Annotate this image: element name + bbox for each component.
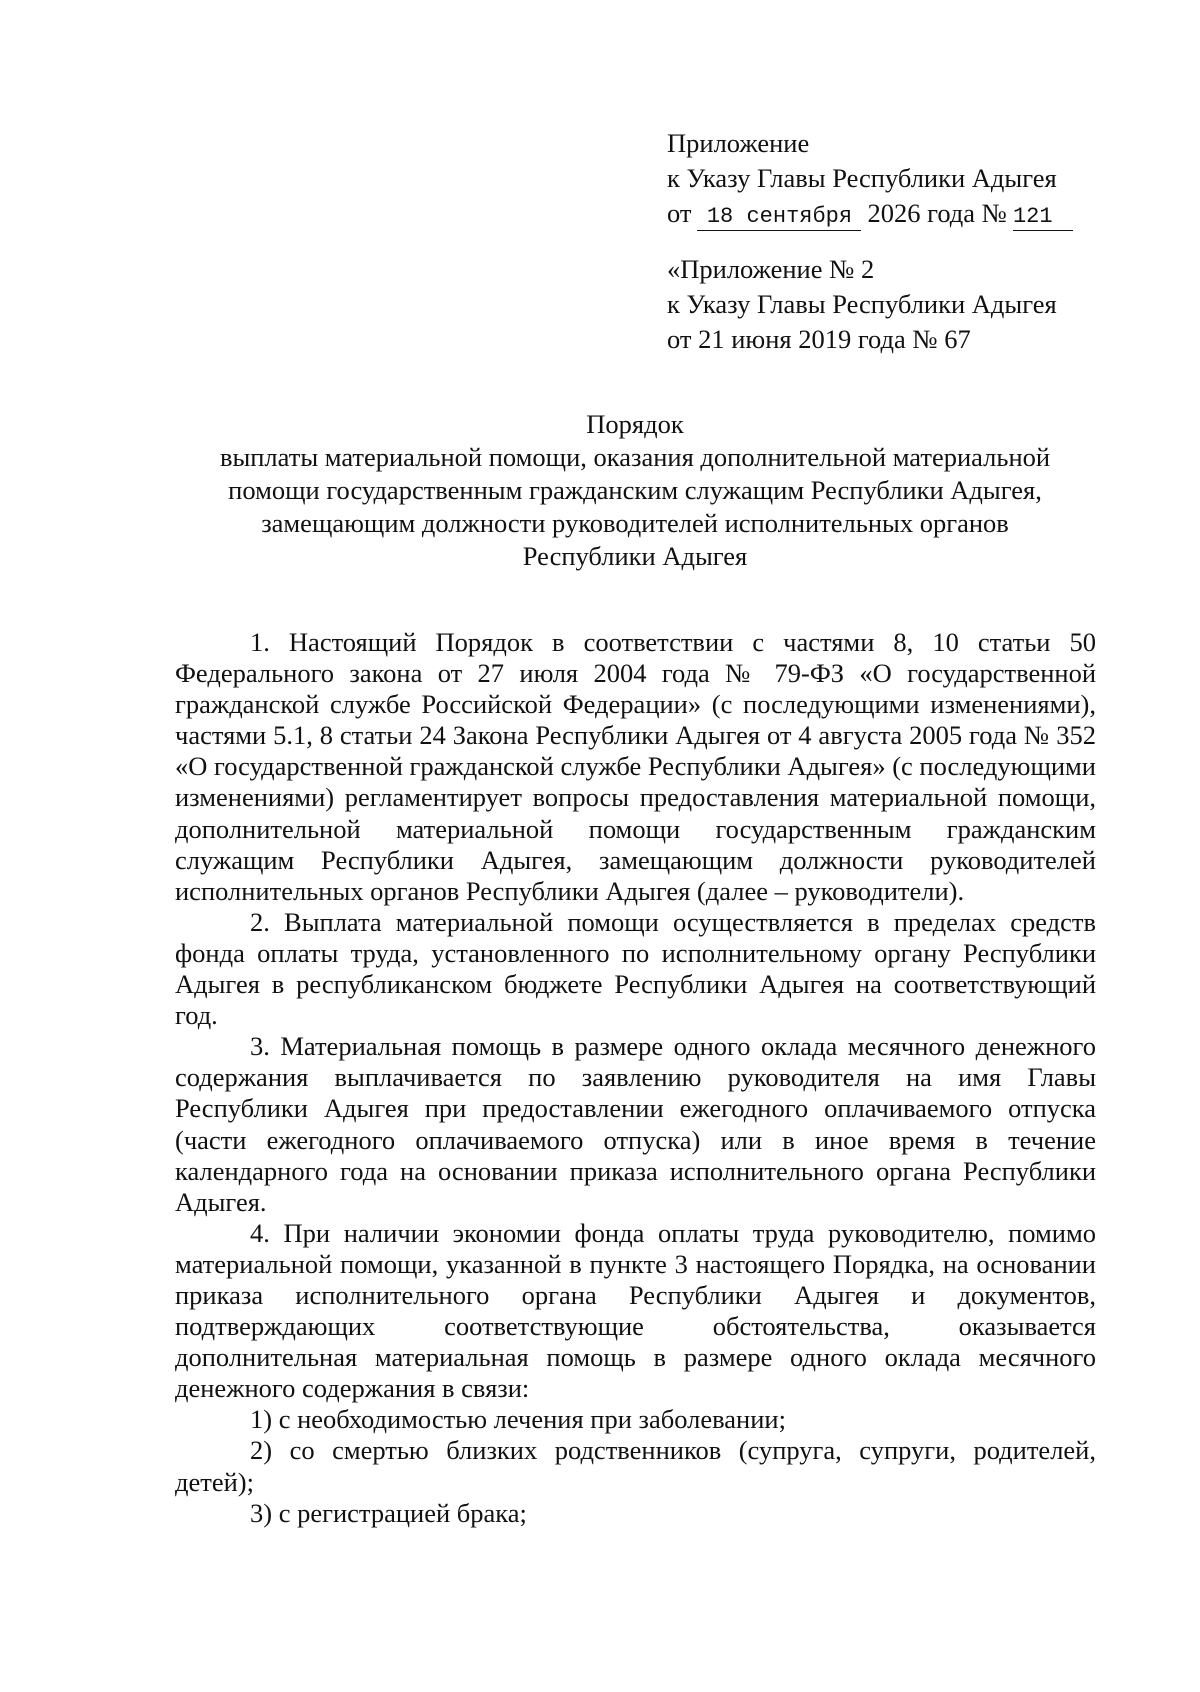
title-line: помощи государственным гражданским служащим Республики Адыгея, — [228, 475, 1042, 505]
title-line: Республики Адыгея — [522, 541, 748, 571]
previous-appendix-label: «Приложение № 2 — [667, 254, 875, 284]
paragraph-2: 2. Выплата материальной помощи осуществляется в пределах средств фонда оплаты труда, установленного по исполнительному органу Республики Адыгея в республиканском бюджете Республики Адыгея на соответствующий год. — [175, 906, 1096, 1031]
paragraph-1: 1. Настоящий Порядок в соответствии с частями 8, 10 статьи 50 Федерального закона от 27 июля 2004 года № 79-ФЗ «О государственной гражданской службе Российской Федерации» (с последующими изменениями), частями 5.1, 8 статьи 24 Закона Республики Адыгея от 4 августа 2005 года № 352 «О государственной гражданской службе Республики Адыгея» (с последующими изменениями) регламентирует вопросы предоставления материальной помощи, дополнительной материальной помощи государственным гражданским служащим Республики Адыгея, замещающим должности руководителей исполнительных органов Республики Адыгея (далее – руководители). — [175, 627, 1096, 906]
title-heading: Порядок — [586, 409, 684, 439]
paragraph-3: 3. Материальная помощь в размере одного оклада месячного денежного содержания выплачивается по заявлению руководителя на имя Главы Республики Адыгея при предоставлении ежегодного оплачиваемого отпуска (части ежегодного оплачиваемого отпуска) или в иное время в течение календарного года на основании приказа исполнительного органа Республики Адыгея. — [175, 1031, 1096, 1217]
previous-decree-date: от 21 июня 2019 года № 67 — [667, 324, 971, 354]
appendix-label: Приложение — [667, 128, 810, 158]
decree-reference: к Указу Главы Республики Адыгея — [667, 163, 1057, 193]
previous-decree-reference: к Указу Главы Республики Адыгея — [667, 289, 1057, 319]
title-line: замещающим должности руководителей исполнительных органов — [261, 508, 1009, 538]
list-item-3: 3) с регистрацией брака; — [250, 1497, 527, 1528]
list-item-1: 1) с необходимостью лечения при заболевании; — [250, 1404, 786, 1435]
number-fill-field: 121 — [1013, 204, 1073, 231]
date-prefix: от — [667, 198, 692, 228]
title-line: выплаты материальной помощи, оказания дополнительной материальной — [219, 442, 1051, 472]
document-title — [175, 408, 1095, 573]
date-fill-field: 18 сентября — [697, 204, 861, 231]
appendix-header — [667, 126, 1073, 231]
decree-date-line — [667, 196, 1073, 231]
list-item-2: 2) со смертью близких родственников (супруга, супруги, родителей, детей); — [175, 1435, 1096, 1497]
year-number-label: 2026 года № — [867, 198, 1007, 228]
paragraph-4: 4. При наличии экономии фонда оплаты труда руководителю, помимо материальной помощи, указанной в пункте 3 настоящего Порядка, на основании приказа исполнительного органа Республики Адыгея и документов, подтверждающих соответствующие обстоятельства, оказывается дополнительная материальная помощь в размере одного оклада месячного денежного содержания в связи: — [175, 1217, 1096, 1404]
document-body — [175, 627, 1096, 1529]
previous-appendix-header — [667, 252, 1057, 357]
